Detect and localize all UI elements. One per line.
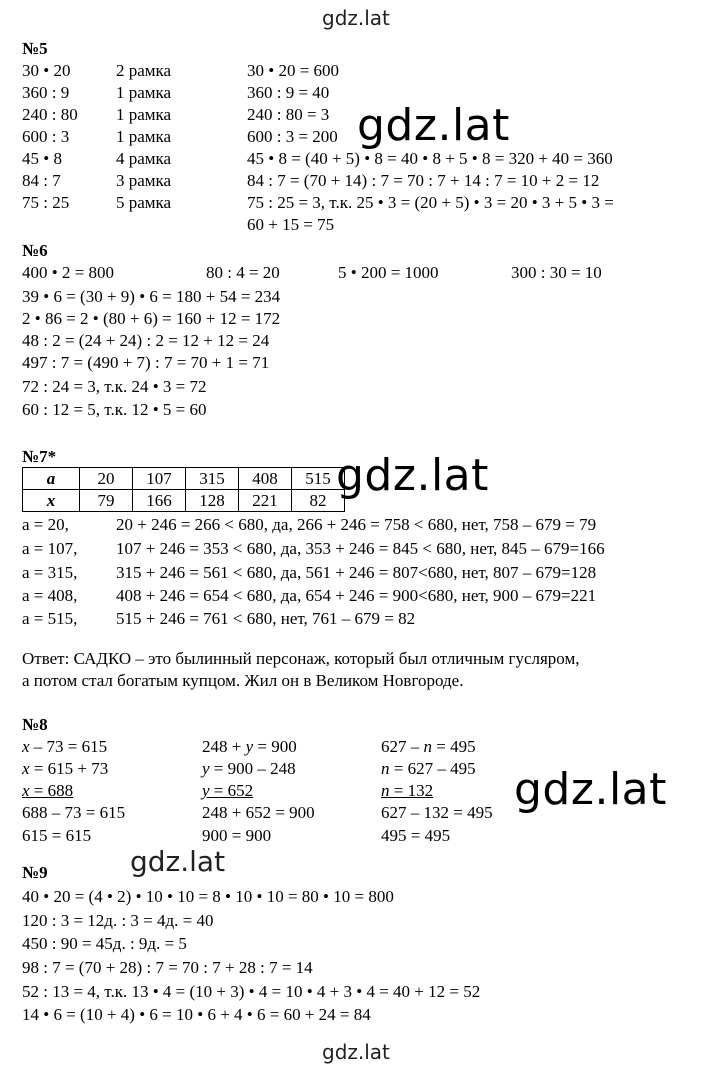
task5-expr: 360 : 9	[22, 83, 70, 102]
task8-col1-line: x – 73 = 615	[22, 737, 108, 756]
table-cell: 79	[80, 490, 133, 512]
task7-line: 315 + 246 = 561 < 680, да, 561 + 246 = 807<680, нет, 807 – 679=128	[116, 563, 597, 582]
task8-col1-line: 615 = 615	[22, 826, 92, 845]
task5-expr: 30 • 20	[22, 61, 71, 80]
task6-line: 497 : 7 = (490 + 7) : 7 = 70 + 1 = 71	[22, 353, 270, 372]
watermark-big-2: gdz.lat	[336, 450, 489, 501]
table-cell: 128	[186, 490, 239, 512]
task5-solution: 600 : 3 = 200	[247, 127, 338, 146]
task6-line: 48 : 2 = (24 + 24) : 2 = 12 + 12 = 24	[22, 331, 270, 350]
task7-line: 107 + 246 = 353 < 680, да, 353 + 246 = 845 < 680, нет, 845 – 679=166	[116, 539, 605, 558]
task9-line: 450 : 90 = 45д. : 9д. = 5	[22, 934, 187, 953]
task5-expr: 600 : 3	[22, 127, 70, 146]
task7-label: a = 107,	[22, 539, 78, 558]
table-row-label: x	[23, 490, 80, 512]
watermark-bottom: gdz.lat	[322, 1040, 390, 1064]
task8-col3-line: n = 627 – 495	[381, 759, 476, 778]
task5-expr: 75 : 25	[22, 193, 70, 212]
table-cell: 408	[239, 468, 292, 490]
task5-continuation: 60 + 15 = 75	[247, 215, 335, 234]
task5-solution: 240 : 80 = 3	[247, 105, 330, 124]
watermark-big-1: gdz.lat	[357, 100, 510, 151]
task7-answer: а потом стал богатым купцом. Жил он в Великом Новгороде.	[22, 671, 464, 690]
task6-expr: 80 : 4 = 20	[206, 263, 280, 282]
task7-label: a = 408,	[22, 586, 78, 605]
task6-expr: 400 • 2 = 800	[22, 263, 115, 282]
task5-frame: 1 рамка	[116, 127, 172, 146]
table-row-label: a	[23, 468, 80, 490]
task6-line: 72 : 24 = 3, т.к. 24 • 3 = 72	[22, 377, 207, 396]
task7-label: a = 20,	[22, 515, 69, 534]
task5-frame: 5 рамка	[116, 193, 172, 212]
task5-title: №5	[22, 39, 48, 58]
table-row	[23, 468, 345, 490]
task8-title: №8	[22, 715, 48, 734]
task5-frame: 1 рамка	[116, 83, 172, 102]
task5-frame: 2 рамка	[116, 61, 172, 80]
task7-title: №7*	[22, 447, 57, 466]
task5-frame: 4 рамка	[116, 149, 172, 168]
task5-solution: 75 : 25 = 3, т.к. 25 • 3 = (20 + 5) • 3 = 20 • 3 + 5 • 3 =	[247, 193, 614, 212]
task6-expr: 5 • 200 = 1000	[338, 263, 439, 282]
task5-expr: 84 : 7	[22, 171, 61, 190]
task5-expr: 45 • 8	[22, 149, 62, 168]
task8-col1-result: x = 688	[22, 781, 74, 800]
task5-expr: 240 : 80	[22, 105, 78, 124]
task5-frame: 1 рамка	[116, 105, 172, 124]
task7-label: a = 515,	[22, 609, 78, 628]
task7-table	[22, 467, 345, 512]
task8-col2-line: y = 900 – 248	[202, 759, 296, 778]
task8-col2-result: y = 652	[202, 781, 254, 800]
task8-col3-result: n = 132	[381, 781, 434, 800]
table-cell: 82	[292, 490, 345, 512]
task7-line: 408 + 246 = 654 < 680, да, 654 + 246 = 900<680, нет, 900 – 679=221	[116, 586, 597, 605]
task9-line: 40 • 20 = (4 • 2) • 10 • 10 = 8 • 10 • 10 = 80 • 10 = 800	[22, 887, 394, 906]
task9-line: 120 : 3 = 12д. : 3 = 4д. = 40	[22, 911, 214, 930]
task8-col2-line: 248 + 652 = 900	[202, 803, 315, 822]
table-cell: 166	[133, 490, 186, 512]
task8-col1-line: 688 – 73 = 615	[22, 803, 126, 822]
task8-col3-line: 495 = 495	[381, 826, 451, 845]
task7-label: a = 315,	[22, 563, 78, 582]
watermark-mid: gdz.lat	[130, 845, 226, 878]
task6-line: 39 • 6 = (30 + 9) • 6 = 180 + 54 = 234	[22, 287, 281, 306]
task8-col3-line: 627 – 132 = 495	[381, 803, 493, 822]
task9-line: 98 : 7 = (70 + 28) : 7 = 70 : 7 + 28 : 7 = 14	[22, 958, 313, 977]
task6-title: №6	[22, 241, 48, 260]
task5-solution: 84 : 7 = (70 + 14) : 7 = 70 : 7 + 14 : 7 = 10 + 2 = 12	[247, 171, 600, 190]
task9-title: №9	[22, 863, 48, 882]
watermark-top: gdz.lat	[322, 6, 390, 30]
watermark-big-3: gdz.lat	[514, 764, 667, 815]
task5-frame: 3 рамка	[116, 171, 172, 190]
table-row	[23, 490, 345, 512]
task5-solution: 30 • 20 = 600	[247, 61, 340, 80]
task7-answer: Ответ: САДКО – это былинный персонаж, который был отличным гусляром,	[22, 649, 580, 668]
task5-solution: 360 : 9 = 40	[247, 83, 330, 102]
table-cell: 315	[186, 468, 239, 490]
task9-line: 14 • 6 = (10 + 4) • 6 = 10 • 6 + 4 • 6 = 60 + 24 = 84	[22, 1005, 371, 1024]
task8-col2-line: 900 = 900	[202, 826, 272, 845]
task7-line: 20 + 246 = 266 < 680, да, 266 + 246 = 758 < 680, нет, 758 – 679 = 79	[116, 515, 597, 534]
task9-line: 52 : 13 = 4, т.к. 13 • 4 = (10 + 3) • 4 = 10 • 4 + 3 • 4 = 40 + 12 = 52	[22, 982, 481, 1001]
table-cell: 107	[133, 468, 186, 490]
table-cell: 221	[239, 490, 292, 512]
task6-expr: 300 : 30 = 10	[511, 263, 602, 282]
task5-solution: 45 • 8 = (40 + 5) • 8 = 40 • 8 + 5 • 8 = 320 + 40 = 360	[247, 149, 613, 168]
task8-col3-line: 627 – n = 495	[381, 737, 476, 756]
task6-line: 60 : 12 = 5, т.к. 12 • 5 = 60	[22, 400, 207, 419]
task8-col1-line: x = 615 + 73	[22, 759, 109, 778]
table-cell: 20	[80, 468, 133, 490]
task6-line: 2 • 86 = 2 • (80 + 6) = 160 + 12 = 172	[22, 309, 281, 328]
table-cell: 515	[292, 468, 345, 490]
task7-line: 515 + 246 = 761 < 680, нет, 761 – 679 = 82	[116, 609, 416, 628]
task8-col2-line: 248 + y = 900	[202, 737, 297, 756]
